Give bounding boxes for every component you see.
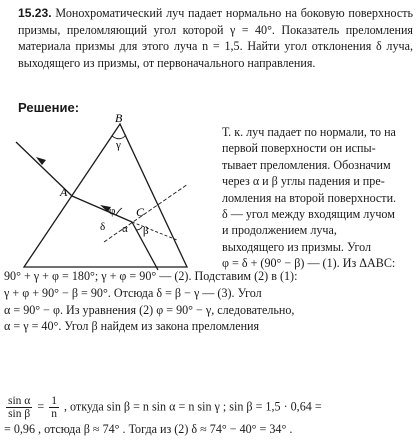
- solution-heading: Решение:: [18, 100, 80, 115]
- fraction-sin: [6, 395, 32, 420]
- solution-line: 90° + γ + φ = 180°; γ + φ = 90° — (2). Подставим (2) в (1):: [4, 269, 298, 283]
- solution-line: δ — угол между входящим лучом: [222, 207, 395, 222]
- phi-arc: [116, 208, 122, 215]
- label-alpha: α: [122, 223, 128, 235]
- problem-text: Монохроматический луч падает нормально на боковую поверхность призмы, преломляющий угол которой γ = 40°. Показатель преломления материала призмы для этого луча n = 1,5. Найти угол отклонения δ луча, выходящего из призмы, от первоначального направления.: [18, 6, 413, 70]
- final-answer-line: = 0,96 , отсюда β ≈ 74° . Тогда из (2) δ ≈ 74° − 40° = 34° .: [4, 422, 293, 436]
- snell-rest: , откуда sin β = n sin α = n sin γ ; sin β = 1,5 · 0,64 =: [64, 399, 322, 414]
- label-phi: φ: [109, 205, 116, 217]
- solution-line: и продолжением луча,: [222, 223, 337, 238]
- label-delta: δ: [100, 221, 106, 233]
- fraction-denominator: n: [51, 408, 57, 420]
- label-a: A: [60, 185, 68, 199]
- prism-diagram: [12, 112, 202, 272]
- solution-full-text: [4, 268, 414, 335]
- fraction-numerator: 1: [51, 395, 57, 407]
- equals-sign: =: [37, 399, 45, 414]
- solution-line: выходящего из призмы. Угол: [222, 239, 372, 254]
- solution-line: α = γ = 40°. Угол β найдем из закона преломления: [4, 319, 260, 334]
- solution-side-text: [222, 124, 414, 272]
- solution-line: первой поверхности он испы-: [222, 141, 376, 156]
- solution-line: через α и β углы падения и пре-: [222, 174, 385, 189]
- snell-line: [4, 395, 414, 420]
- solution-line: γ + φ + 90° − β = 90°. Отсюда δ = β − γ — (3). Угол: [4, 285, 262, 300]
- internal-ray: [72, 196, 132, 222]
- problem-statement: [18, 5, 413, 71]
- solution-final-lines: [4, 395, 414, 438]
- label-gamma: γ: [116, 139, 121, 151]
- beta-arc: [136, 227, 142, 230]
- solution-line: φ = δ + (90° − β) — (1). Из ΔABC:: [222, 256, 396, 271]
- incident-arrow: [36, 157, 46, 165]
- solution-line: ломления на второй поверхности.: [222, 190, 397, 205]
- fraction-n: [49, 395, 59, 420]
- fraction-numerator: sin α: [8, 395, 31, 407]
- label-c: C: [136, 205, 145, 219]
- fraction-denominator: sin β: [8, 408, 31, 420]
- label-beta: β: [143, 225, 149, 237]
- solution-line: Т. к. луч падает по нормали, то на: [222, 125, 396, 139]
- prism-triangle: [24, 124, 187, 267]
- solution-line: α = 90° − φ. Из уравнения (2) φ = 90° − γ, следовательно,: [4, 302, 295, 317]
- solution-line: тывает преломления. Обозначим: [222, 157, 391, 172]
- label-b: B: [115, 112, 123, 125]
- problem-number: 15.23.: [18, 6, 52, 20]
